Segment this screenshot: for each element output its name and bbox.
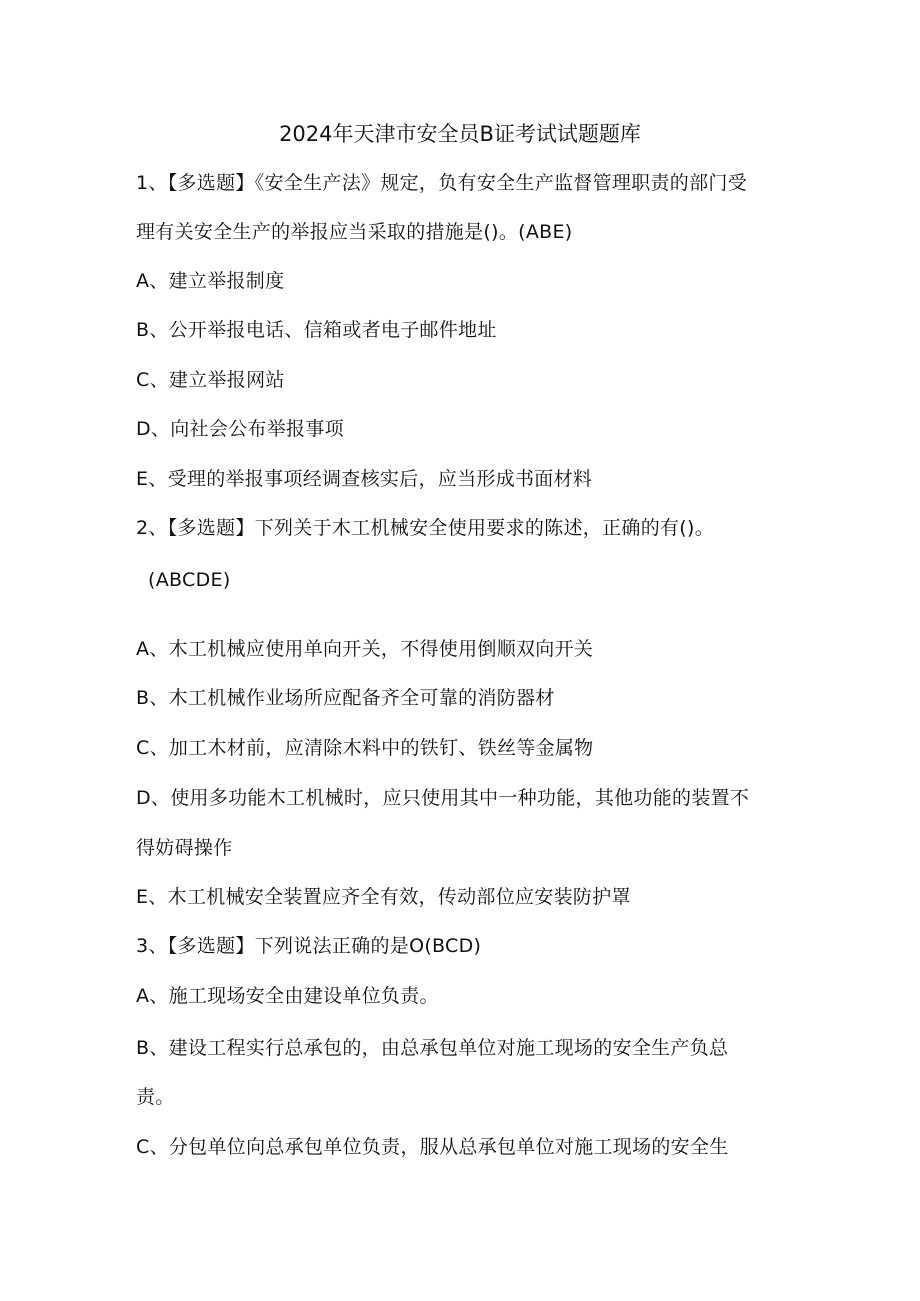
question-3-option-b: 责。	[136, 1086, 175, 1108]
question-1-option-e: E、受理的举报事项经调查核实后，应当形成书面材料	[136, 468, 593, 490]
question-1-text: 1、【多选题】《安全生产法》规定，负有安全生产监督管理职责的部门受	[136, 172, 747, 194]
question-2-option-a: A、木工机械应使用单向开关，不得使用倒顺双向开关	[136, 638, 594, 660]
question-1-option-a: A、建立举报制度	[136, 270, 285, 292]
question-2-option-c: C、加工木材前，应清除木料中的铁钉、铁丝等金属物	[136, 737, 594, 759]
question-2-option-e: E、木工机械安全装置应齐全有效，传动部位应安装防护罩	[136, 886, 631, 908]
question-3-option-b: B、建设工程实行总承包的，由总承包单位对施工现场的安全生产负总	[136, 1037, 729, 1059]
question-3-text: 3、【多选题】下列说法正确的是O(BCD)	[136, 935, 482, 957]
question-3-option-c: C、分包单位向总承包单位负责，服从总承包单位对施工现场的安全生	[136, 1136, 729, 1158]
question-2-option-d: 得妨碍操作	[136, 837, 233, 859]
document-title: 2024年天津市安全员B证考试试题题库	[279, 122, 641, 146]
question-2-option-b: B、木工机械作业场所应配备齐全可靠的消防器材	[136, 687, 555, 709]
question-2-option-d: D、使用多功能木工机械时，应只使用其中一种功能，其他功能的装置不	[136, 787, 750, 809]
question-2-text: 2、【多选题】下列关于木工机械安全使用要求的陈述，正确的有()。	[136, 517, 715, 539]
question-2-answer: (ABCDE)	[148, 569, 231, 591]
question-1-text: 理有关安全生产的举报应当采取的措施是()。(ABE)	[136, 221, 573, 243]
question-1-option-b: B、公开举报电话、信箱或者电子邮件地址	[136, 319, 497, 341]
question-3-option-a: A、施工现场安全由建设单位负责。	[136, 985, 439, 1007]
question-1-option-c: C、建立举报网站	[136, 369, 285, 391]
question-1-option-d: D、向社会公布举报事项	[136, 418, 344, 440]
